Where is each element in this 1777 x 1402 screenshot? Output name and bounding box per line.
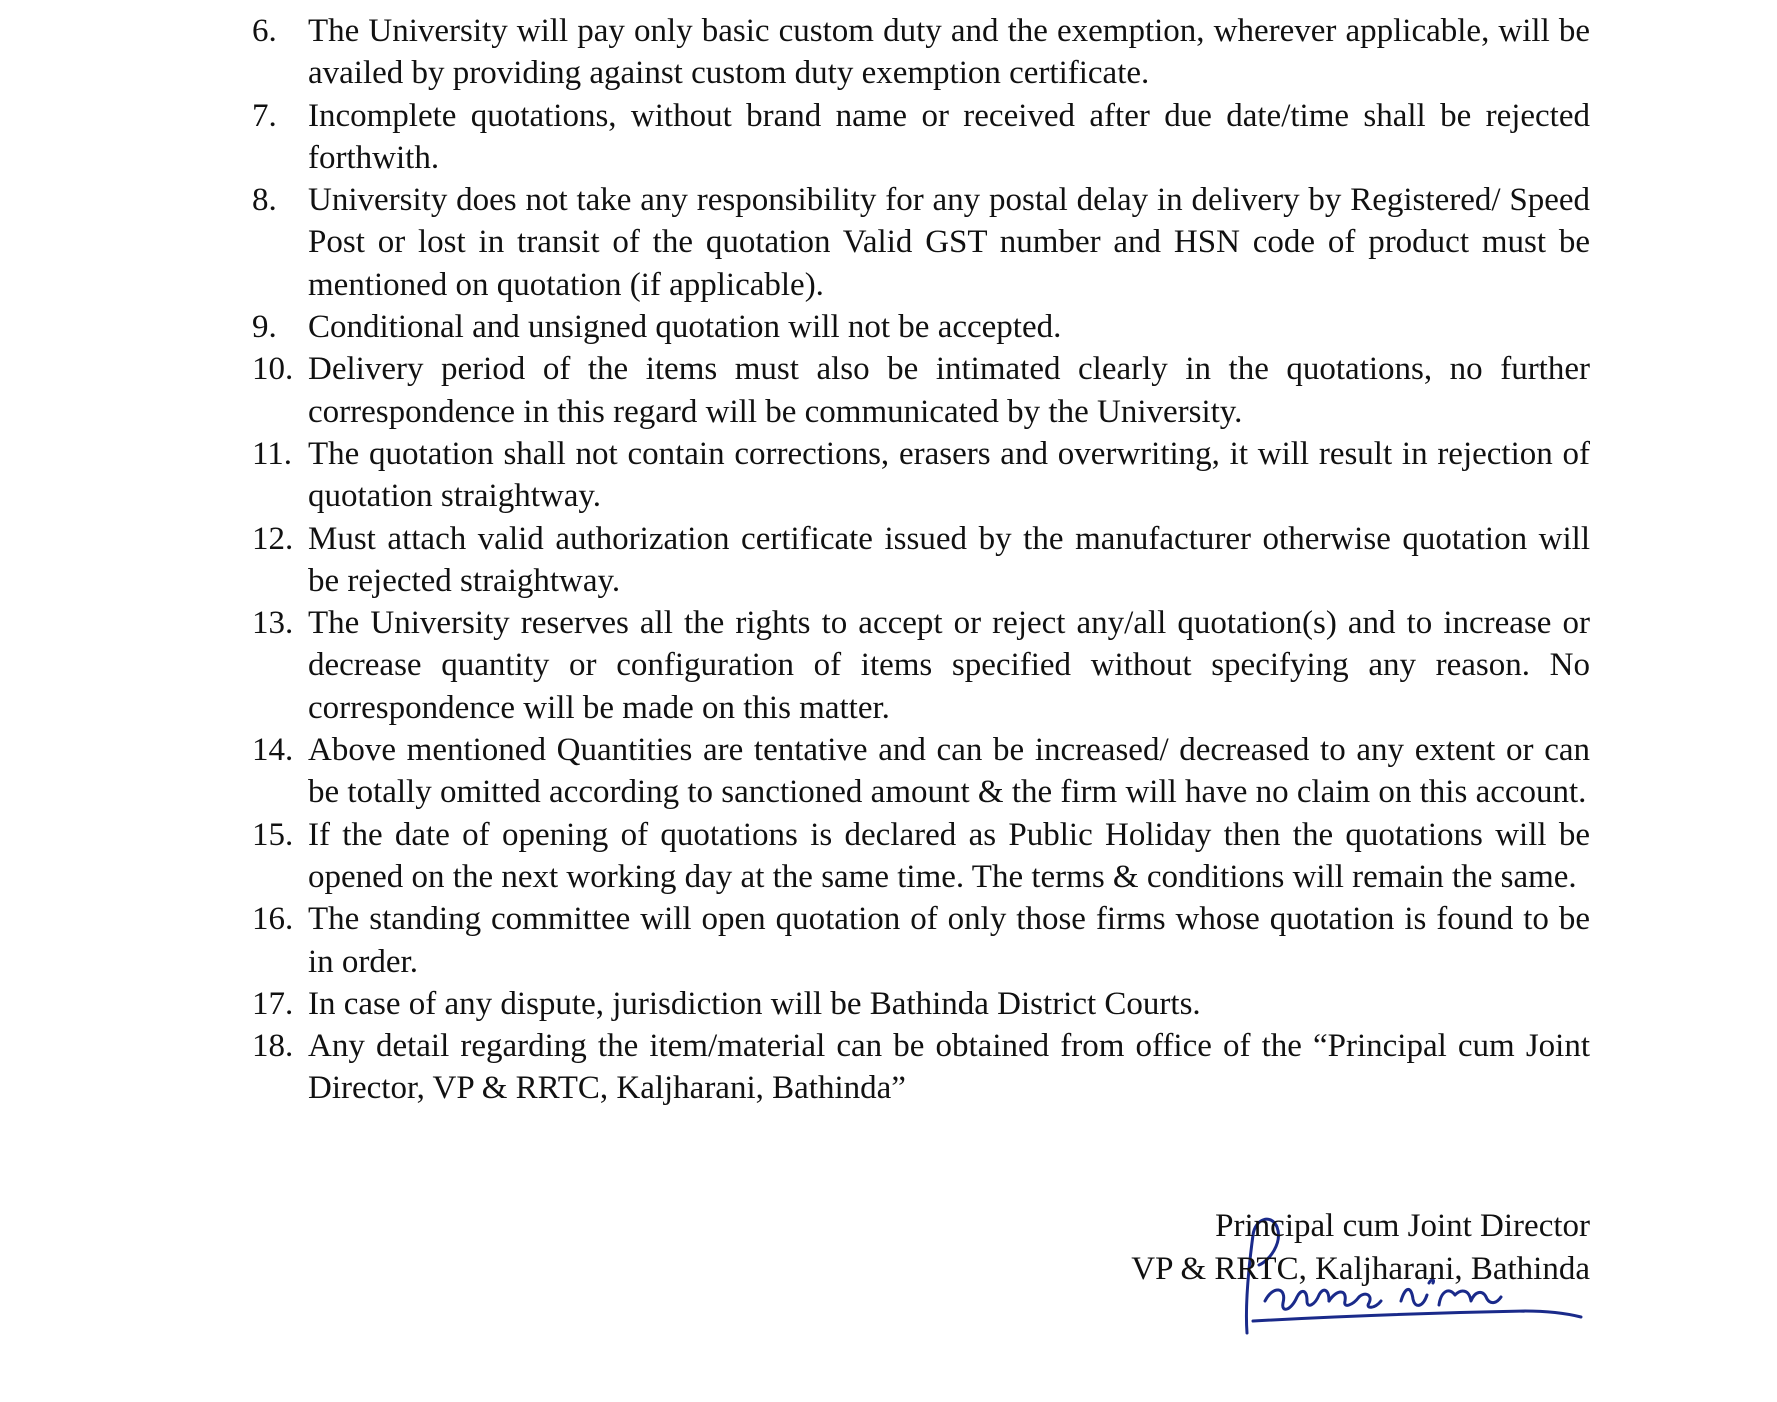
term-item — [252, 729, 1590, 814]
term-item — [252, 814, 1590, 899]
term-number: 8. — [252, 182, 277, 219]
term-item — [252, 983, 1590, 1025]
term-item — [252, 433, 1590, 518]
term-text: Delivery period of the items must also be intimated clearly in the quotations, no further correspondence in this regard will be communicated by the University. — [308, 351, 1590, 430]
term-item — [252, 1025, 1590, 1110]
term-text: The University will pay only basic custom duty and the exemption, wherever applicable, will be availed by providing against custom duty exemption certificate. — [308, 13, 1590, 92]
terms-list — [252, 10, 1590, 1110]
term-text: Incomplete quotations, without brand name or received after due date/time shall be rejected forthwith. — [308, 97, 1590, 176]
term-item — [252, 602, 1590, 729]
term-number: 16. — [252, 901, 294, 938]
term-number: 18. — [252, 1028, 294, 1065]
term-text: Above mentioned Quantities are tentative and can be increased/ decreased to any extent or can be totally omitted according to sanctioned amount & the firm will have no claim on this account. — [308, 732, 1590, 811]
term-item — [252, 95, 1590, 180]
term-text: Conditional and unsigned quotation will not be accepted. — [308, 309, 1062, 346]
term-number: 10. — [252, 351, 294, 388]
term-number: 13. — [252, 605, 294, 642]
term-text: In case of any dispute, jurisdiction will be Bathinda District Courts. — [308, 985, 1201, 1022]
term-number: 6. — [252, 13, 277, 49]
term-text: University does not take any responsibility for any postal delay in delivery by Registered/ Speed Post or lost in transit of the quotation Valid GST number and HSN code of product must be mentioned on quotation (if applicable). — [308, 182, 1590, 303]
term-text: If the date of opening of quotations is declared as Public Holiday then the quotations will be opened on the next working day at the same time. The terms & conditions will remain the same. — [308, 816, 1590, 895]
term-number: 17. — [252, 985, 294, 1022]
term-item — [252, 179, 1590, 306]
term-item — [252, 306, 1590, 348]
term-text: The University reserves all the rights to accept or reject any/all quotation(s) and to increase or decrease quantity or configuration of items specified without specifying any reason. No correspondence will be made on this matter. — [308, 605, 1590, 726]
term-text: Any detail regarding the item/material can be obtained from office of the “Principal cum Joint Director, VP & RRTC, Kaljharani, Bathinda” — [308, 1028, 1590, 1107]
term-item — [252, 898, 1590, 983]
term-number: 12. — [252, 520, 294, 557]
term-number: 7. — [252, 97, 277, 134]
signatory-block — [1131, 1205, 1590, 1291]
term-number: 14. — [252, 732, 294, 769]
term-item — [252, 518, 1590, 603]
term-number: 9. — [252, 309, 277, 346]
term-text: The quotation shall not contain corrections, erasers and overwriting, it will result in rejection of quotation straightway. — [308, 435, 1590, 515]
signatory-title: Principal cum Joint Director — [1215, 1208, 1590, 1244]
term-item — [252, 10, 1590, 95]
signatory-office: VP & RRTC, Kaljharani, Bathinda — [1131, 1251, 1590, 1287]
term-text: Must attach valid authorization certificate issued by the manufacturer otherwise quotation will be rejected straightway. — [308, 520, 1590, 599]
term-number: 15. — [252, 816, 294, 853]
term-number: 11. — [252, 435, 293, 472]
term-text: The standing committee will open quotation of only those firms whose quotation is found to be in order. — [308, 901, 1590, 980]
term-item — [252, 348, 1590, 433]
